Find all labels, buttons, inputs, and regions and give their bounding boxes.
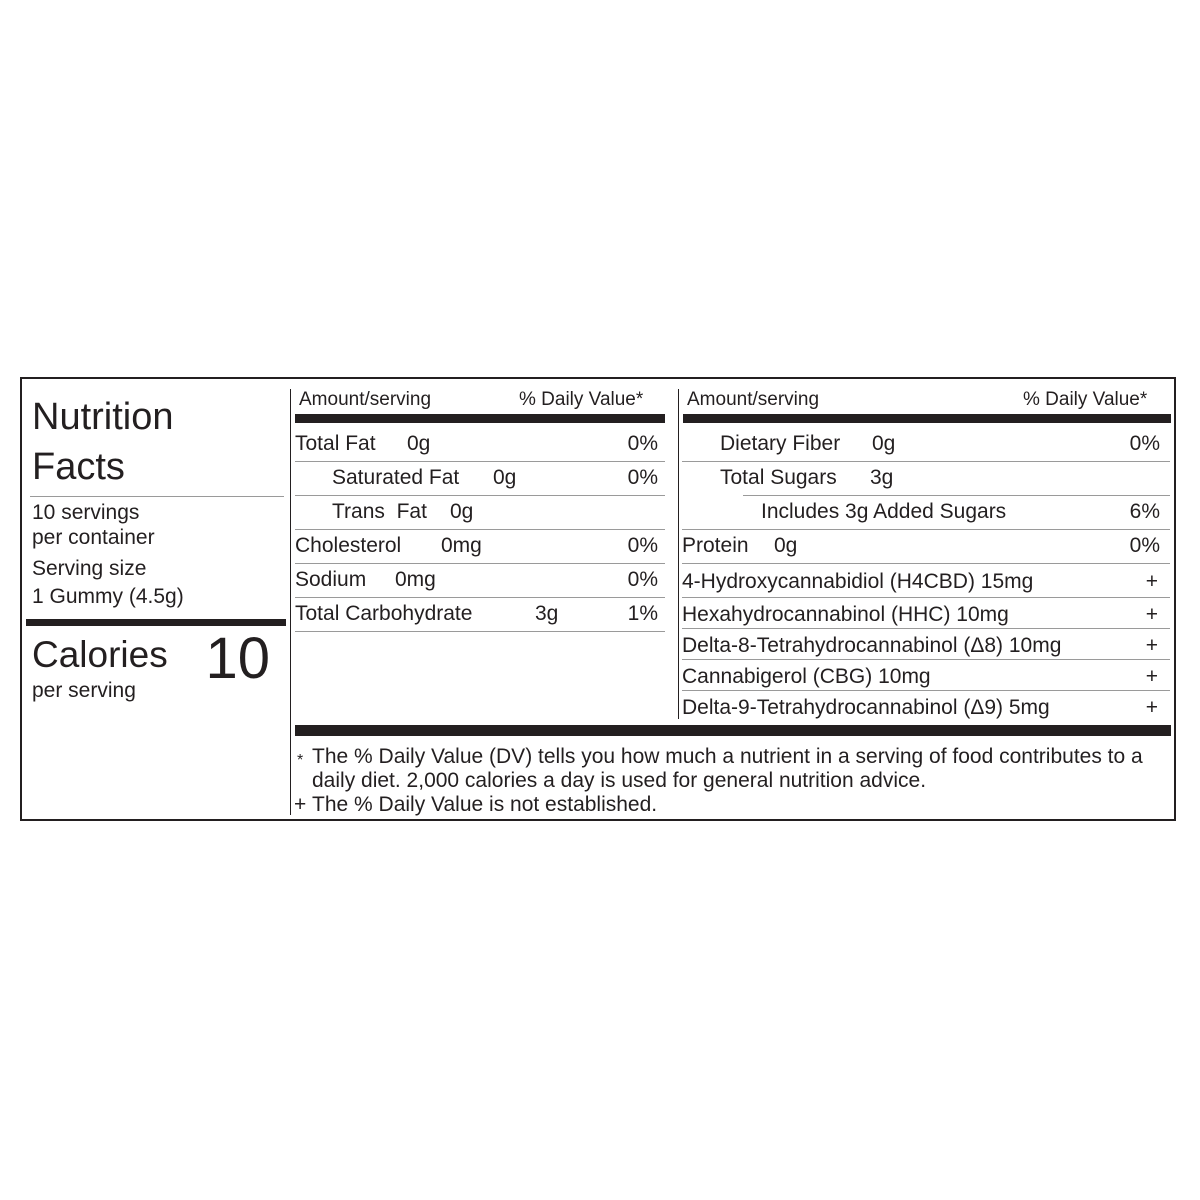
nutrient-dv: + xyxy=(1145,570,1158,593)
nutrient-dv: + xyxy=(1145,696,1158,719)
nutrient-name: Total Sugars xyxy=(720,466,837,489)
nutrient-dv: 0% xyxy=(627,534,658,557)
footnote-line-2: daily diet. 2,000 calories a day is used for general nutrition advice. xyxy=(312,769,927,792)
footnote-line-3: The % Daily Value is not established. xyxy=(312,793,658,816)
servings-line-2: per container xyxy=(32,526,155,549)
nutrient-dv: + xyxy=(1145,603,1158,626)
nutrient-name: Total Carbohydrate xyxy=(295,602,473,625)
column-separator-right xyxy=(678,389,679,719)
nutrient-name: Sodium xyxy=(295,568,367,591)
column-separator-left xyxy=(290,389,291,815)
nutrient-name: Delta-9-Tetrahydrocannabinol (Δ9) 5mg xyxy=(682,696,1050,719)
nutrient-dv: + xyxy=(1145,665,1158,688)
middle-row-sodium xyxy=(295,563,665,598)
title-line-1: Nutrition xyxy=(32,396,174,438)
middle-row-total-fat xyxy=(295,427,665,462)
middle-header-dv: % Daily Value* xyxy=(519,389,644,410)
title-line-2: Facts xyxy=(32,446,125,488)
right-row-hhc xyxy=(682,598,1170,629)
footnote-thick-bar xyxy=(295,725,1171,736)
middle-header-amount: Amount/serving xyxy=(299,389,432,410)
footnote-line-1: The % Daily Value (DV) tells you how much a nutrient in a serving of food contributes to a xyxy=(312,745,1143,768)
nutrient-name: Delta-8-Tetrahydrocannabinol (Δ8) 10mg xyxy=(682,634,1062,657)
right-row-delta9 xyxy=(682,691,1170,721)
footnote-plus-mark: + xyxy=(294,793,307,816)
calories-sub: per serving xyxy=(32,679,136,702)
footnote-star-mark: * xyxy=(297,752,304,769)
nutrient-name: Protein xyxy=(682,534,749,557)
nutrient-amount: 3g xyxy=(535,602,559,625)
right-row-h4cbd xyxy=(682,565,1170,598)
right-row-cbg xyxy=(682,660,1170,691)
nutrient-amount: 0mg xyxy=(441,534,482,557)
serving-size-value: 1 Gummy (4.5g) xyxy=(32,585,184,608)
nutrient-dv: 0% xyxy=(627,432,658,455)
calories-label: Calories xyxy=(32,634,168,675)
servings-line-1: 10 servings xyxy=(32,501,140,524)
right-row-delta8 xyxy=(682,629,1170,660)
middle-row-total-carbohydrate xyxy=(295,597,665,632)
nutrient-amount: 3g xyxy=(870,466,894,489)
nutrient-name: Cholesterol xyxy=(295,534,402,557)
middle-header-bar xyxy=(295,414,665,423)
title-divider xyxy=(30,496,284,497)
nutrient-dv: 0% xyxy=(1129,534,1160,557)
nutrient-dv: 1% xyxy=(627,602,658,625)
serving-size-label: Serving size xyxy=(32,557,147,580)
nutrient-dv: + xyxy=(1145,634,1158,657)
nutrient-name: Cannabigerol (CBG) 10mg xyxy=(682,665,931,688)
nutrient-name: Dietary Fiber xyxy=(720,432,841,455)
nutrient-name: Total Fat xyxy=(295,432,376,455)
nutrient-amount: 0g xyxy=(450,500,474,523)
right-row-added-sugars xyxy=(682,495,1170,530)
nutrient-dv: 0% xyxy=(1129,432,1160,455)
nutrient-amount: 0g xyxy=(774,534,798,557)
right-header-dv: % Daily Value* xyxy=(1023,389,1148,410)
right-header-bar xyxy=(683,414,1171,423)
right-header-amount: Amount/serving xyxy=(687,389,820,410)
nutrient-dv: 0% xyxy=(627,568,658,591)
nutrient-name: 4-Hydroxycannabidiol (H4CBD) 15mg xyxy=(682,570,1034,593)
nutrient-amount: 0g xyxy=(407,432,431,455)
middle-row-cholesterol xyxy=(295,529,665,564)
nutrient-dv: 6% xyxy=(1129,500,1160,523)
right-row-dietary-fiber xyxy=(682,427,1170,462)
nutrient-name: Saturated Fat xyxy=(332,466,460,489)
nutrient-name: Hexahydrocannabinol (HHC) 10mg xyxy=(682,603,1009,626)
nutrition-facts-label xyxy=(20,377,1176,821)
middle-row-trans-fat xyxy=(295,495,665,530)
nutrient-dv: 0% xyxy=(627,466,658,489)
right-row-total-sugars xyxy=(720,461,1170,496)
nutrient-amount: 0g xyxy=(872,432,896,455)
nutrient-amount: 0g xyxy=(493,466,517,489)
nutrient-name: Includes 3g Added Sugars xyxy=(761,500,1007,523)
nutrient-amount: 0mg xyxy=(395,568,436,591)
nutrient-name: Trans Fat xyxy=(332,500,427,523)
calories-value: 10 xyxy=(205,626,270,691)
right-row-protein xyxy=(682,529,1170,564)
calories-thick-bar xyxy=(26,619,286,626)
middle-row-saturated-fat xyxy=(295,461,665,496)
